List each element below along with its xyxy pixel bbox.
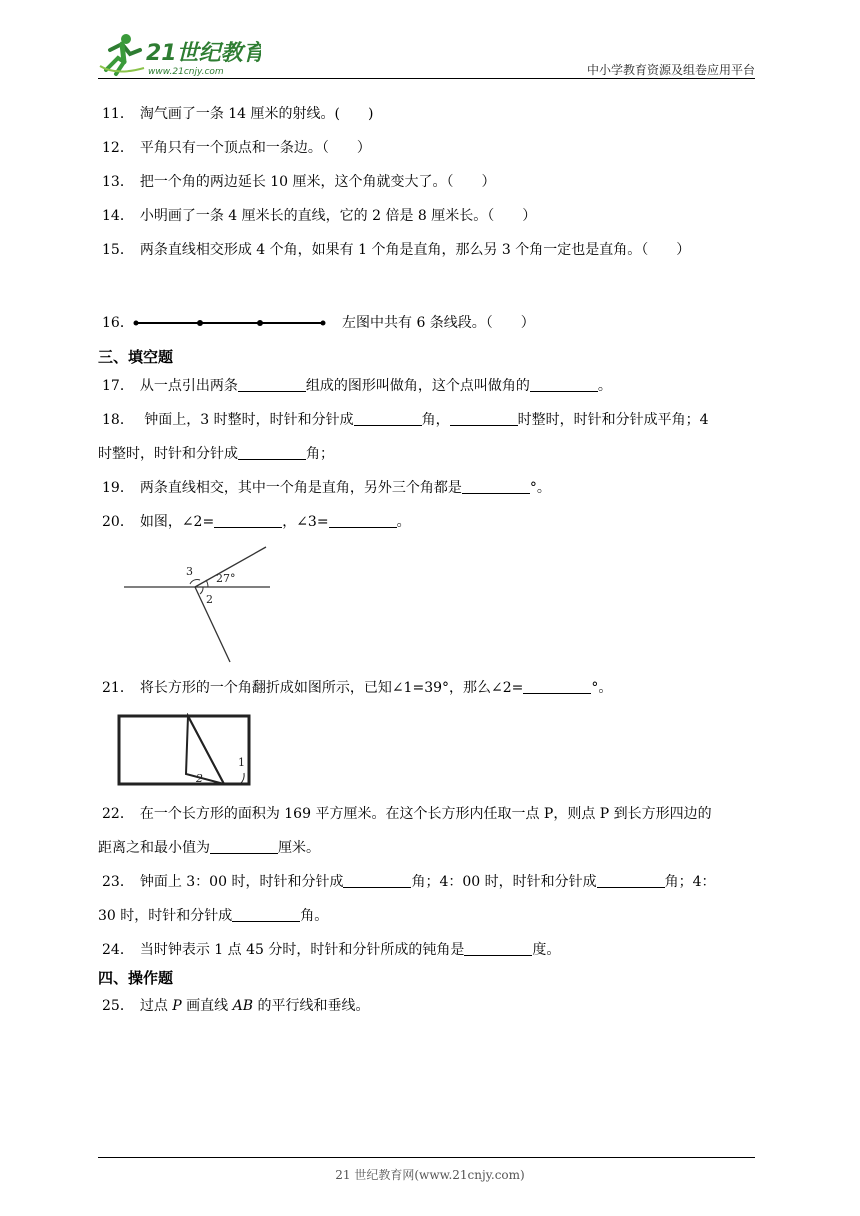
logo-text: 21世纪教育 bbox=[146, 41, 261, 66]
question-number: 21． bbox=[102, 680, 134, 696]
question-19 bbox=[102, 478, 551, 498]
text-part: 从一点引出两条 bbox=[139, 378, 238, 394]
question-number: 14． bbox=[102, 208, 134, 224]
question-text: 淘气画了一条 14 厘米的射线。( ) bbox=[139, 106, 374, 122]
text-part: ，∠3= bbox=[282, 514, 329, 530]
question-17 bbox=[102, 376, 612, 396]
text-part: °。 bbox=[591, 680, 613, 696]
question-number: 15． bbox=[102, 242, 134, 258]
text-part: 度。 bbox=[532, 942, 561, 958]
label-angle-27: 27° bbox=[216, 572, 236, 585]
text-part: 当时钟表示 1 点 45 分时，时针和分针所成的钝角是 bbox=[139, 942, 465, 958]
answer-blank[interactable] bbox=[210, 839, 278, 854]
answer-blank[interactable] bbox=[530, 377, 598, 392]
question-number: 17． bbox=[102, 378, 134, 394]
text-part: 组成的图形叫做角，这个点叫做角的 bbox=[305, 378, 530, 394]
question-22 bbox=[102, 804, 712, 824]
question-number: 13． bbox=[102, 174, 134, 190]
line-ab: AB bbox=[232, 998, 254, 1014]
question-text: 平角只有一个顶点和一条边。（ ） bbox=[139, 140, 371, 156]
question-15 bbox=[102, 240, 690, 260]
question-23 bbox=[102, 872, 716, 892]
answer-blank[interactable] bbox=[238, 377, 306, 392]
text-part: 。 bbox=[396, 514, 411, 530]
label-angle-2: 2 bbox=[206, 593, 213, 606]
question-number: 11． bbox=[102, 106, 134, 122]
text-part: 角；4：00 时，时针和分针成 bbox=[411, 874, 597, 890]
answer-blank[interactable] bbox=[232, 907, 300, 922]
question-12 bbox=[102, 138, 371, 158]
question-number: 25． bbox=[102, 998, 134, 1014]
question-16-text: 左图中共有 6 条线段。（ ） bbox=[342, 315, 535, 331]
text-part: 钟面上 3：00 时，时针和分针成 bbox=[139, 874, 344, 890]
answer-blank[interactable] bbox=[343, 873, 411, 888]
section-fill-heading: 三、填空题 bbox=[98, 348, 174, 366]
text-part: 过点 bbox=[139, 998, 173, 1014]
text-part: °。 bbox=[529, 480, 551, 496]
text-part: 30 时，时针和分针成 bbox=[98, 908, 233, 924]
answer-blank[interactable] bbox=[523, 679, 591, 694]
text-part: 画直线 bbox=[181, 998, 233, 1014]
text-part: 厘米。 bbox=[278, 840, 320, 856]
question-22-cont bbox=[98, 838, 320, 858]
runner-logo-icon bbox=[96, 30, 261, 78]
text-part: 时整时，时针和分针成 bbox=[98, 446, 238, 462]
text-part: 如图，∠2= bbox=[139, 514, 215, 530]
question-25 bbox=[102, 996, 369, 1016]
question-number: 16． bbox=[102, 315, 134, 331]
text-part: 距离之和最小值为 bbox=[98, 840, 210, 856]
question-number: 22． bbox=[102, 806, 134, 822]
answer-blank[interactable] bbox=[597, 873, 665, 888]
question-21 bbox=[102, 678, 612, 698]
text-part: 钟面上，3 时整时，时针和分针成 bbox=[139, 412, 354, 428]
question-number: 24． bbox=[102, 942, 134, 958]
text-part: 角； bbox=[306, 446, 334, 462]
question-number: 20． bbox=[102, 514, 134, 530]
text-part: 。 bbox=[597, 378, 612, 394]
answer-blank[interactable] bbox=[464, 941, 532, 956]
site-logo[interactable] bbox=[96, 30, 261, 78]
header-divider bbox=[98, 78, 755, 79]
question-number: 18． bbox=[102, 412, 134, 428]
footer-divider bbox=[98, 1157, 755, 1158]
label-angle-3: 3 bbox=[186, 565, 193, 578]
segment-figure bbox=[132, 316, 328, 330]
answer-blank[interactable] bbox=[329, 513, 397, 528]
question-text: 两条直线相交形成 4 个角，如果有 1 个角是直角，那么另 3 个角一定也是直角。（ ） bbox=[139, 242, 691, 258]
label-angle-1: 1 bbox=[238, 756, 245, 769]
answer-blank[interactable] bbox=[214, 513, 282, 528]
question-18 bbox=[102, 410, 709, 430]
answer-blank[interactable] bbox=[238, 445, 306, 460]
question-14 bbox=[102, 206, 536, 226]
text-part: 两条直线相交，其中一个角是直角，另外三个角都是 bbox=[139, 480, 462, 496]
text-part: 角， bbox=[421, 412, 450, 428]
text-part: 的平行线和垂线。 bbox=[253, 998, 370, 1014]
question-20 bbox=[102, 512, 411, 532]
text-part: 在一个长方形的面积为 169 平方厘米。在这个长方形内任取一点 P，则点 P 到长方形四边的 bbox=[139, 806, 712, 822]
question-text: 把一个角的两边延长 10 厘米，这个角就变大了。（ ） bbox=[139, 174, 496, 190]
footer-site-link[interactable]: 21 世纪教育网(www.21cnjy.com) bbox=[335, 1168, 525, 1182]
question-number: 19． bbox=[102, 480, 134, 496]
question-number: 23． bbox=[102, 874, 134, 890]
question-23-cont bbox=[98, 906, 328, 926]
logo-url-text: www.21cnjy.com bbox=[148, 67, 224, 77]
question-13 bbox=[102, 172, 496, 192]
question-18-cont bbox=[98, 444, 334, 464]
section-operate-heading: 四、操作题 bbox=[98, 969, 174, 987]
label-angle-2: 2 bbox=[196, 772, 203, 785]
answer-blank[interactable] bbox=[462, 479, 530, 494]
text-part: 角。 bbox=[300, 908, 329, 924]
question-11 bbox=[102, 104, 373, 124]
platform-name: 中小学教育资源及组卷应用平台 bbox=[586, 63, 755, 77]
text-part: 将长方形的一个角翻折成如图所示，已知∠1=39°，那么∠2= bbox=[139, 680, 524, 696]
folded-rectangle-figure bbox=[116, 713, 256, 787]
answer-blank[interactable] bbox=[450, 411, 518, 426]
question-text: 小明画了一条 4 厘米长的直线，它的 2 倍是 8 厘米长。（ ） bbox=[139, 208, 537, 224]
text-part: 角；4： bbox=[664, 874, 716, 890]
question-number: 12． bbox=[102, 140, 134, 156]
question-24 bbox=[102, 940, 560, 960]
point-p: P bbox=[172, 998, 182, 1014]
text-part: 时整时，时针和分针成平角；4 bbox=[517, 412, 709, 428]
angle-figure-q20 bbox=[120, 542, 280, 666]
answer-blank[interactable] bbox=[354, 411, 422, 426]
